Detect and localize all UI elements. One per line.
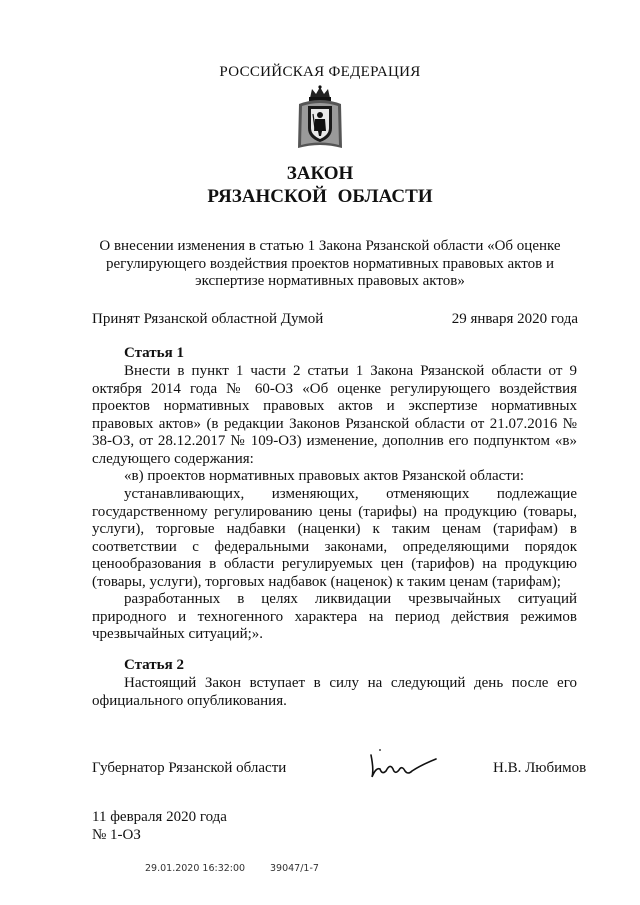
article-1-paragraph: устанавливающих, изменяющих, отменяющих подлежащие государственному регулированию цены (тарифы) на продукцию (товары, услуги), торговые надбавки (наценки) к таким ценам (тарифам) в соответствии с федеральными законами, определяющими порядок ценообразования в области регулируемых цен (тарифов) на продукцию (товары, услуги), торговых надбавок (наценок) к таким ценам (тарифам); [92, 486, 577, 590]
article-1-paragraph: разработанных в целях ликвидации чрезвычайных ситуаций природного и техногенного характера на период действия режимов чрезвычайных ситуаций;». [92, 591, 577, 642]
adoption-text: Принят Рязанской областной Думой [92, 311, 324, 327]
law-title [0, 162, 640, 208]
article-1-paragraph: Внести в пункт 1 части 2 статьи 1 Закона Рязанской области от 9 октября 2014 года № 60-ОЗ «Об оценке регулирующего воздействия проектов нормативных правовых актов и экспертизе нормативных правовых актов» (в редакции Законов Рязанской области от 21.07.2016 № 38-ОЗ, от 28.12.2017 № 109-ОЗ) изменение, дополнив его подпунктом «в» следующего содержания: [92, 363, 577, 467]
signing-block [92, 808, 227, 844]
adoption-date: 29 января 2020 года [451, 311, 578, 327]
print-timestamp: 29.01.2020 16:32:00 [145, 863, 246, 874]
law-subtitle: О внесении изменения в статью 1 Закона Рязанской области «Об оценке регулирующего воздействия проектов нормативных правовых актов и экспертизе нормативных правовых актов» [99, 238, 561, 289]
signing-date: 11 февраля 2020 года [92, 809, 227, 825]
federation-header: РОССИЙСКАЯ ФЕДЕРАЦИЯ [219, 64, 421, 80]
governor-name: Н.В. Любимов [493, 760, 587, 776]
article-2-heading: Статья 2 [124, 657, 184, 673]
signature-icon [366, 745, 441, 785]
article-2-paragraph: Настоящий Закон вступает в силу на следующий день после его официального опубликования. [92, 675, 577, 709]
law-number: № 1-ОЗ [92, 827, 141, 843]
document-code: 39047/1-7 [270, 863, 319, 874]
article-1-heading: Статья 1 [124, 345, 184, 361]
law-title-line1: ЗАКОН [286, 163, 354, 184]
governor-title: Губернатор Рязанской области [92, 760, 287, 776]
article-1-paragraph: «в) проектов нормативных правовых актов Рязанской области: [124, 468, 525, 484]
ryazan-coat-of-arms-icon [295, 84, 345, 152]
law-title-line2: РЯЗАНСКОЙ ОБЛАСТИ [207, 186, 433, 207]
